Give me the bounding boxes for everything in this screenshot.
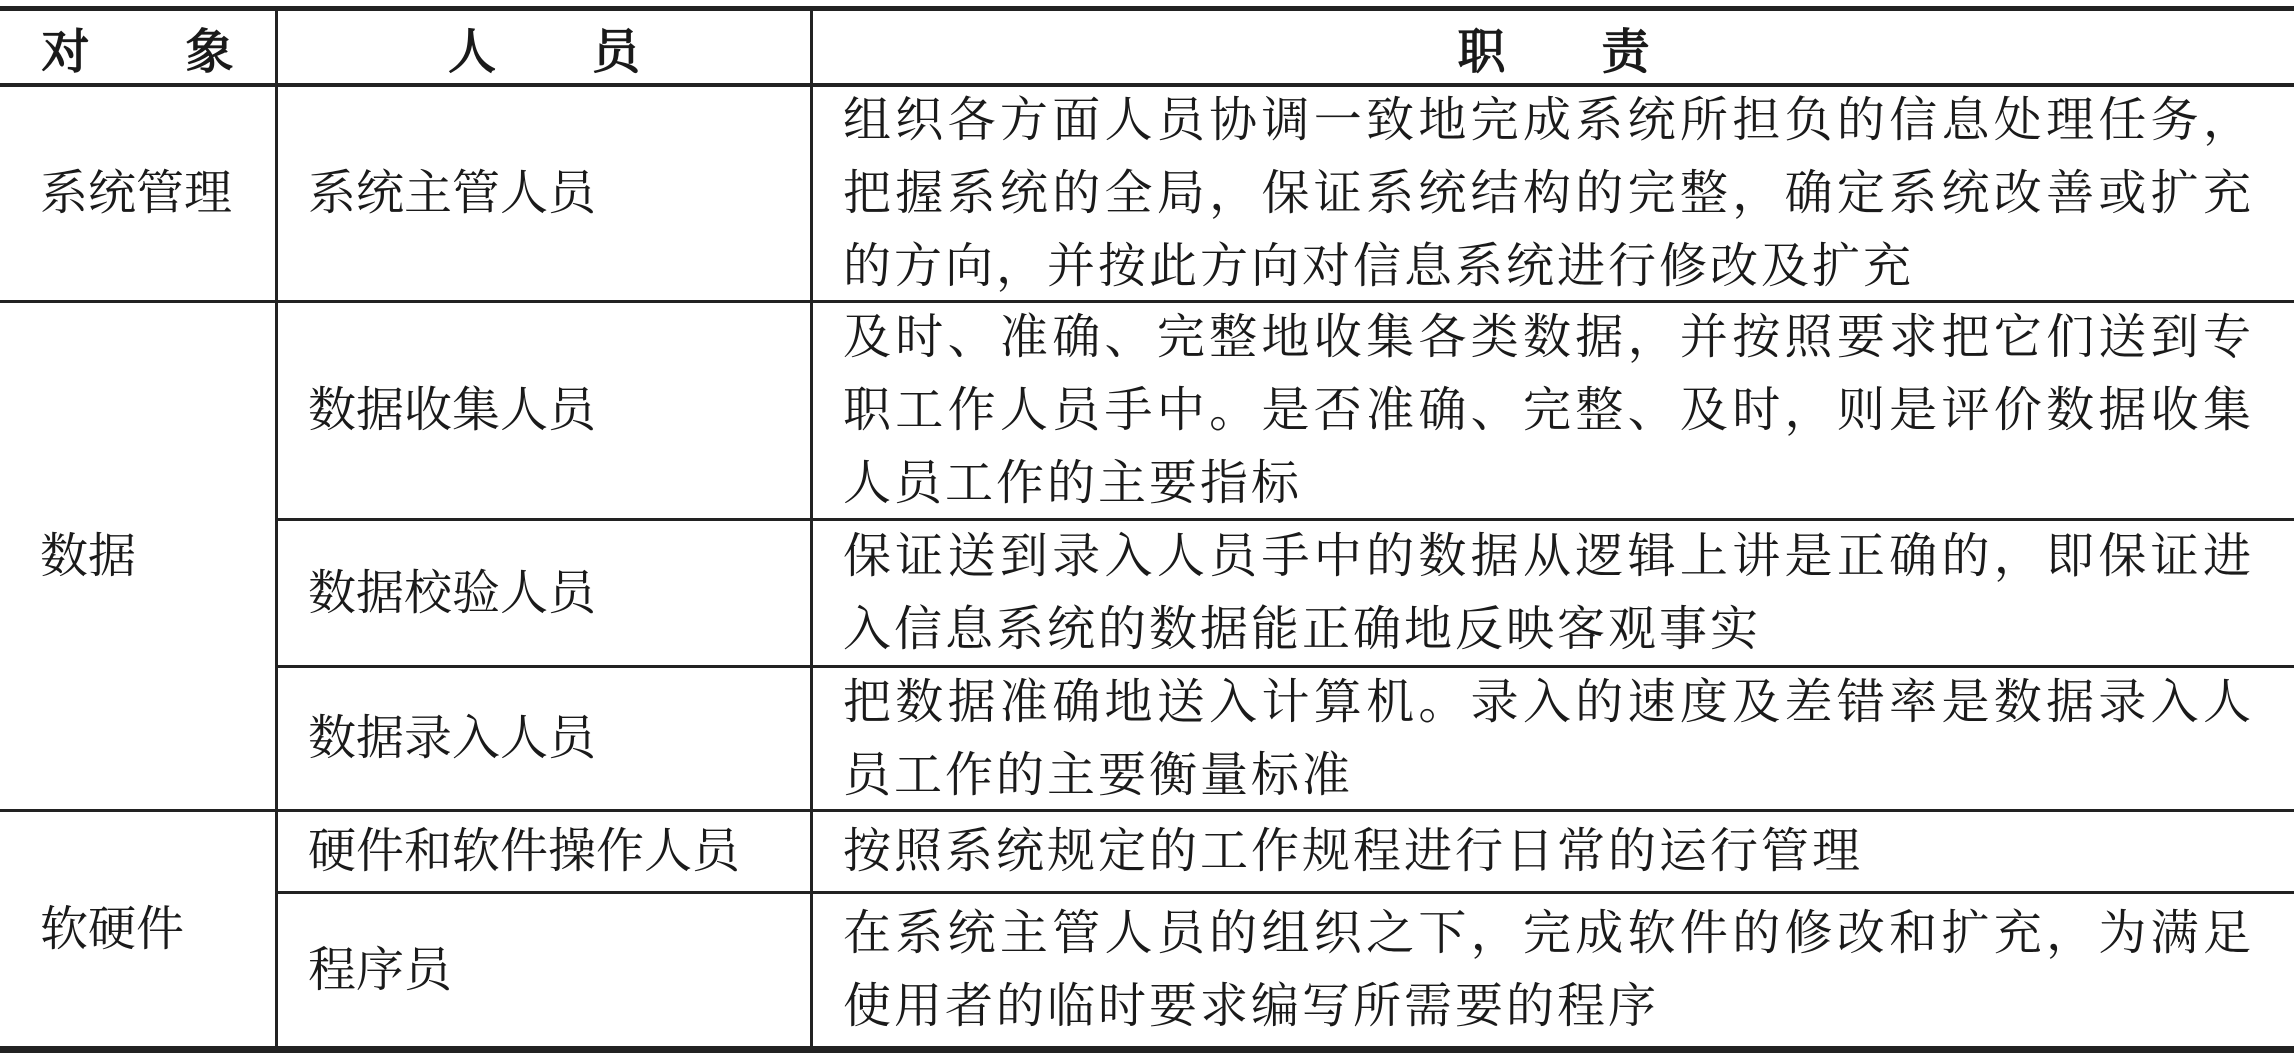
duty-cell: [843, 303, 2254, 518]
person-label: 数据录入人员: [308, 710, 597, 766]
table-bottom-rule: [0, 1046, 2294, 1053]
object-cell: [40, 303, 275, 809]
duty-cell: [843, 521, 2254, 665]
person-label: 数据收集人员: [308, 382, 597, 438]
person-label: 系统主管人员: [308, 165, 597, 221]
column-divider: [810, 6, 813, 1053]
person-label: 硬件和软件操作人员: [308, 823, 741, 879]
header-duty-label: 职 责: [1457, 23, 1650, 80]
person-cell: [308, 87, 808, 300]
person-label: 程序员: [308, 941, 453, 998]
duty-text: 把数据准确地送入计算机。录入的速度及差错率是数据录入人员工作的主要衡量标准: [843, 673, 2254, 803]
person-cell: [308, 668, 808, 809]
duty-text: 及时、准确、完整地收集各类数据，并按照要求把它们送到专职工作人员手中。是否准确、完整、及时，则是评价数据收集人员工作的主要指标: [843, 309, 2254, 511]
object-cell: [40, 812, 275, 1046]
header-person: [278, 11, 810, 83]
duty-cell: [843, 668, 2254, 809]
duty-cell: [843, 894, 2254, 1046]
header-object-label: 对 象: [41, 23, 234, 80]
object-label: 系统管理: [40, 165, 233, 221]
person-label: 数据校验人员: [308, 564, 597, 621]
duty-cell: [843, 87, 2254, 300]
duty-text: 组织各方面人员协调一致地完成系统所担负的信息处理任务，把握系统的全局，保证系统结构的完整，确定系统改善或扩充的方向，并按此方向对信息系统进行修改及扩充: [843, 92, 2254, 294]
duty-text: 在系统主管人员的组织之下，完成软件的修改和扩充，为满足使用者的临时要求编写所需要的程序: [843, 905, 2254, 1034]
header-duty: [813, 11, 2294, 83]
person-cell: [308, 894, 808, 1046]
header-person-label: 人 员: [447, 23, 640, 80]
duty-text: 保证送到录入人员手中的数据从逻辑上讲是正确的，即保证进入信息系统的数据能正确地反映客观事实: [843, 528, 2254, 657]
duty-text: 按照系统规定的工作规程进行日常的运行管理: [843, 823, 1864, 879]
person-cell: [308, 812, 808, 891]
header-object: [0, 11, 275, 83]
column-divider: [275, 6, 278, 1053]
person-cell: [308, 521, 808, 665]
duty-cell: [843, 812, 2254, 891]
object-label: 软硬件: [40, 900, 185, 957]
person-cell: [308, 303, 808, 518]
object-label: 数据: [40, 527, 137, 584]
object-cell: [40, 87, 275, 300]
